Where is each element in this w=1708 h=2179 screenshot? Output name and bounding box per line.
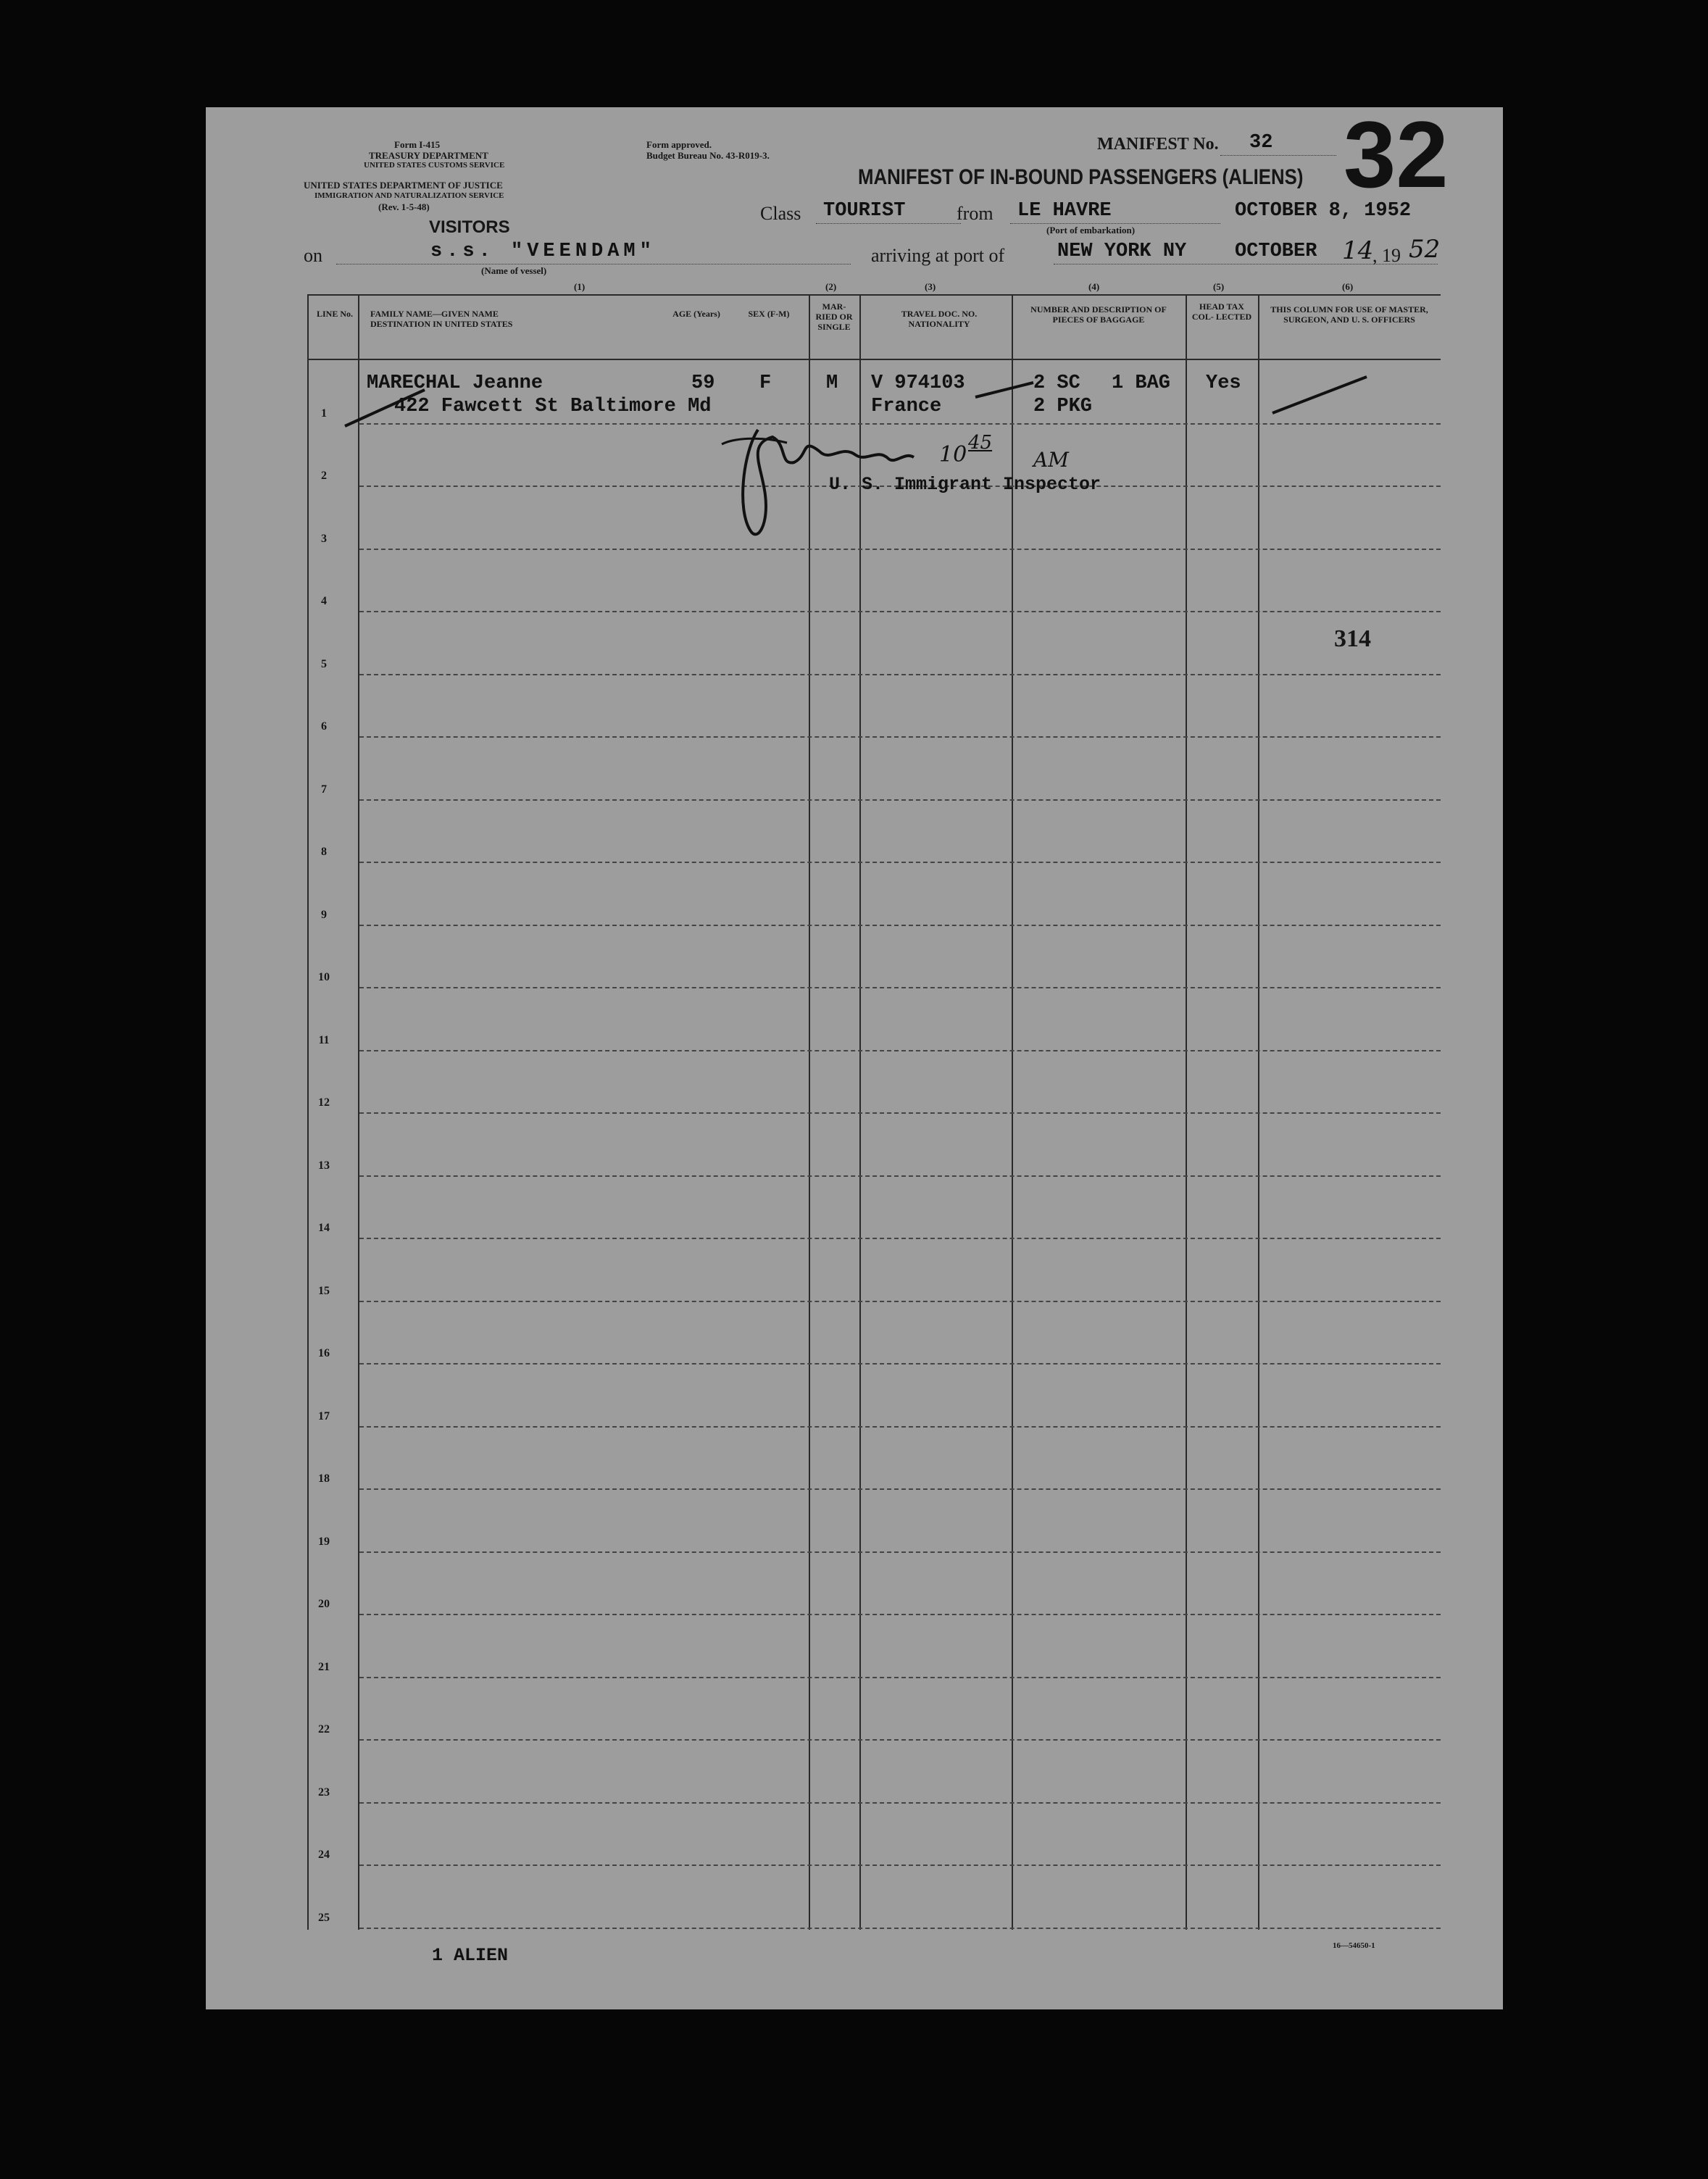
header-divider (309, 359, 1441, 360)
side-number: 314 (1334, 625, 1371, 652)
col-head-baggage: NUMBER AND DESCRIPTION OF PIECES OF BAGGAGE (1030, 304, 1167, 325)
col-no-5: (5) (1213, 281, 1225, 292)
row-number: 10 (318, 971, 330, 983)
row-number: 19 (318, 1535, 330, 1548)
row-number: 25 (318, 1911, 330, 1924)
on-label: on (304, 245, 322, 266)
row-number: 7 (321, 783, 327, 796)
passenger-married: M (826, 372, 838, 394)
row-number: 4 (321, 595, 327, 607)
col-no-1: (1) (574, 281, 586, 292)
vessel-name: s.s. "VEENDAM" (430, 241, 656, 262)
print-code: 16—54650-1 (1333, 1941, 1375, 1950)
inspection-ampm: AM (1033, 448, 1069, 472)
row-number: 2 (321, 470, 327, 482)
arrival-port: NEW YORK NY (1057, 241, 1187, 262)
inspector-title: U. S. Immigrant Inspector (829, 474, 1101, 495)
budget-bureau: Budget Bureau No. 43-R019-3. (646, 150, 770, 161)
form-number: Form I-415 (394, 139, 441, 150)
customs-service: UNITED STATES CUSTOMS SERVICE (364, 161, 505, 170)
col-no-2: (2) (825, 281, 837, 292)
row-number: 16 (318, 1347, 330, 1359)
manifest-page (206, 101, 1503, 2009)
arrival-day: 14 (1342, 236, 1374, 265)
table-row-line (359, 1175, 1441, 1177)
col-head-age: AGE (Years) (672, 309, 720, 319)
row-number: 12 (318, 1096, 330, 1109)
form-approved: Form approved. (646, 139, 712, 150)
table-row-line (359, 1301, 1441, 1302)
row-number: 17 (318, 1409, 330, 1422)
table-row-line (359, 1238, 1441, 1239)
passenger-age: 59 (691, 372, 715, 394)
col-no-6: (6) (1342, 281, 1354, 292)
port-caption: (Port of embarkation) (1046, 225, 1136, 236)
row-number: 3 (321, 532, 327, 545)
row-number: 1 (321, 407, 327, 420)
manifest-no: 32 (1249, 132, 1273, 154)
table-row-line (359, 1112, 1441, 1114)
row-number: 22 (318, 1723, 330, 1736)
row-number: 6 (321, 720, 327, 733)
row-number: 24 (318, 1849, 330, 1861)
table-row-line (359, 799, 1441, 801)
passenger-name: MARECHAL Jeanne (367, 372, 543, 394)
row-number: 13 (318, 1159, 330, 1172)
passenger-destination: 422 Fawcett St Baltimore Md (394, 396, 712, 417)
passenger-travel-doc: V 974103 (871, 372, 965, 394)
col-head-name: FAMILY NAME—GIVEN NAME DESTINATION IN UNITED STATES (370, 309, 513, 329)
passenger-baggage-3: 2 PKG (1033, 396, 1093, 417)
vessel-caption: (Name of vessel) (481, 265, 547, 276)
visitors-label: VISITORS (429, 217, 510, 237)
table-row-line (359, 862, 1441, 863)
from-label: from (957, 203, 993, 224)
row-number: 14 (318, 1222, 330, 1234)
table-row-line (359, 1614, 1441, 1615)
form-revision: (Rev. 1-5-48) (378, 201, 430, 212)
arrival-year: 52 (1409, 235, 1441, 264)
class-value: TOURIST (823, 200, 906, 222)
arrival-month: OCTOBER (1235, 241, 1317, 262)
passenger-baggage-1: 2 SC (1033, 372, 1080, 394)
col-no-3: (3) (925, 281, 936, 292)
table-row-line (359, 674, 1441, 675)
port-of-embarkation: LE HAVRE (1017, 200, 1112, 222)
passenger-head-tax: Yes (1206, 372, 1241, 394)
table-row-line (359, 611, 1441, 612)
manifest-no-underline (1220, 155, 1336, 156)
row-number: 5 (321, 657, 327, 670)
table-row-line (359, 1677, 1441, 1678)
class-label: Class (760, 203, 801, 224)
col-head-married: MAR- RIED OR SINGLE (815, 301, 853, 332)
table-row-line (359, 1050, 1441, 1051)
embark-date: OCTOBER 8, 1952 (1235, 200, 1412, 222)
table-row-line (359, 987, 1441, 988)
table-row-line (359, 1865, 1441, 1866)
col-head-sex: SEX (F-M) (748, 309, 790, 319)
col-head-tax: HEAD TAX COL- LECTED (1191, 301, 1252, 322)
manifest-no-label: MANIFEST No. (1097, 135, 1219, 154)
col-head-travel: TRAVEL DOC. NO. NATIONALITY (901, 309, 978, 329)
col-head-line: LINE No. (316, 309, 353, 319)
row-number: 21 (318, 1660, 330, 1673)
table-row-line (359, 736, 1441, 738)
passenger-nationality: France (871, 396, 942, 417)
year-prefix: , 19 (1372, 245, 1401, 266)
row-number: 18 (318, 1472, 330, 1485)
col-no-4: (4) (1088, 281, 1100, 292)
row-number: 15 (318, 1284, 330, 1297)
treasury-dept: TREASURY DEPARTMENT (369, 150, 488, 161)
port-underline (1010, 223, 1220, 224)
passenger-table (307, 294, 1441, 1930)
class-underline (816, 223, 961, 224)
passenger-sex: F (759, 372, 772, 394)
arriving-label: arriving at port of (871, 245, 1005, 266)
table-row-line (359, 1928, 1441, 1929)
manifest-title: MANIFEST OF IN-BOUND PASSENGERS (ALIENS) (858, 165, 1304, 189)
table-row-line (359, 1551, 1441, 1553)
passenger-baggage-2: 1 BAG (1112, 372, 1171, 394)
row-number: 20 (318, 1598, 330, 1610)
table-row-line (359, 1802, 1441, 1804)
row-number: 23 (318, 1786, 330, 1799)
justice-dept: UNITED STATES DEPARTMENT OF JUSTICE (304, 180, 503, 191)
table-row-line (359, 1739, 1441, 1741)
row-number: 8 (321, 846, 327, 858)
manifest-big-number: 32 (1344, 101, 1449, 207)
inspection-minutes: 45 (968, 432, 993, 454)
alien-count: 1 ALIEN (432, 1945, 509, 1966)
ins-service: IMMIGRATION AND NATURALIZATION SERVICE (314, 191, 504, 200)
table-row-line (359, 1488, 1441, 1490)
table-row-line (359, 1426, 1441, 1428)
row-number: 11 (318, 1033, 330, 1046)
row-number: 9 (321, 908, 327, 921)
table-row-line (359, 925, 1441, 926)
table-row-line (359, 1363, 1441, 1365)
col-head-officers: THIS COLUMN FOR USE OF MASTER, SURGEON, AND U. S. OFFICERS (1270, 304, 1428, 325)
inspection-hour: 10 (939, 442, 967, 467)
